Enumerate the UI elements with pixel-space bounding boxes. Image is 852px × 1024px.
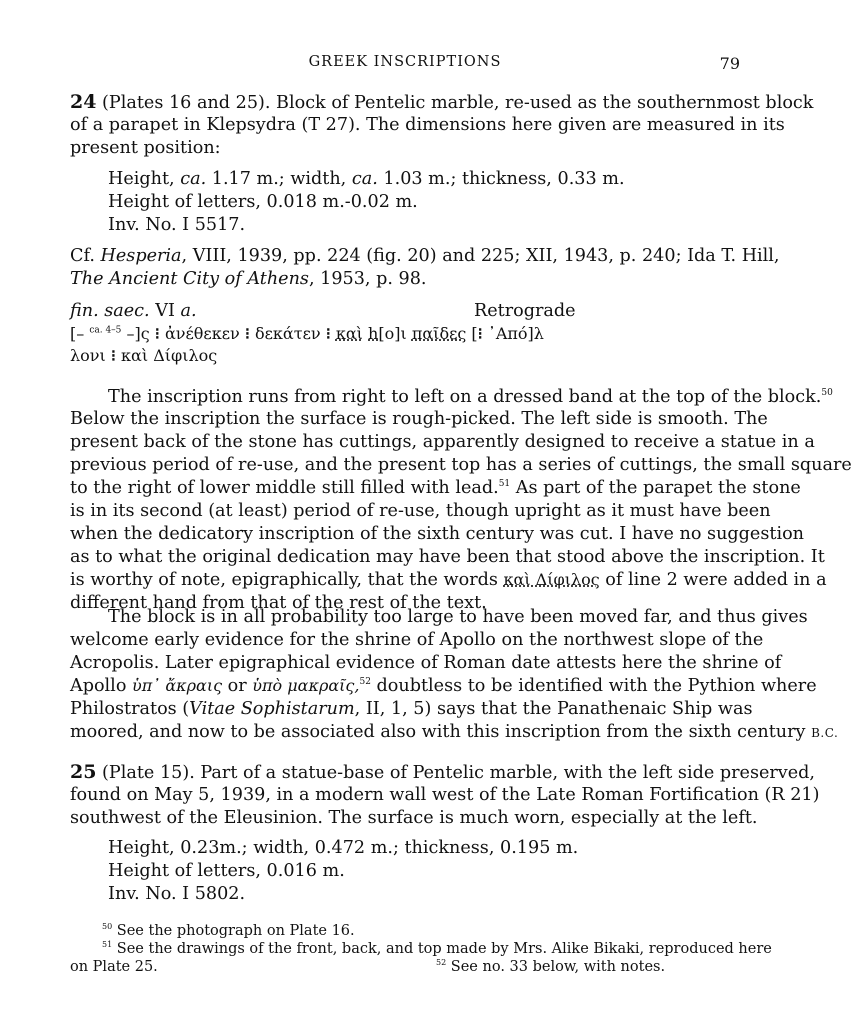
commentary-paragraph-1-line-7: when the dedicatory inscription of the sixth century was cut. I have no suggestion [70,524,804,544]
entry-25-inventory: Inv. No. I 5802. [108,884,246,904]
footnote-ref-50[interactable]: 50 [821,388,833,399]
entry-24-references-line-2: The Ancient City of Athens, 1953, p. 98. [70,269,427,289]
entry-number: 25 [70,761,97,783]
inscription-line-1: [– $^{ca. 4-5}$ –]ς ⁝ ἀνέθεκεν ⁝ δεκάτεν ⁝ καὶ h[ο]ι παῖδες [⁝ ᾿Από]λ [70,324,544,343]
commentary-paragraph-2-line-1: The block is in all probability too large to have been moved far, and thus gives [108,607,808,627]
commentary-paragraph-2-line-6: moored, and now to be associated also with this inscription from the sixth century B.C. [70,722,839,742]
entry-24-intro-line-1: 24 (Plates 16 and 25). Block of Pentelic marble, re-used as the southernmost block [70,91,814,113]
entry-24-references-line-1: Cf. Hesperia, VIII, 1939, pp. 224 (fig. 20) and 225; XII, 1943, p. 240; Ida T. Hill, [70,246,780,266]
commentary-paragraph-2-line-5: Philostratos (Vitae Sophistarum, II, 1, 5) says that the Panathenaic Ship was [70,699,753,719]
running-head [70,54,740,76]
commentary-paragraph-1-line-3: present back of the stone has cuttings, apparently designed to receive a statue in a [70,432,815,452]
footnote-ref-52[interactable]: 52 [359,677,371,688]
entry-25-letter-height: Height of letters, 0.016 m. [108,861,345,881]
entry-24-letter-height: Height of letters, 0.018 m.-0.02 m. [108,192,418,212]
entry-25-intro-line-2: found on May 5, 1939, in a modern wall west of the Late Roman Fortification (R 21) [70,785,820,805]
commentary-paragraph-1-line-1: The inscription runs from right to left on a dressed band at the top of the block.$^{50}$ [108,387,833,407]
commentary-paragraph-1-line-5: to the right of lower middle still filled with lead.$^{51}$ As part of the parapet the stone [70,478,801,498]
footnote-51-line-2: on Plate 25. [70,959,158,975]
commentary-paragraph-1-line-10: different hand from that of the rest of the text. [70,593,487,613]
commentary-paragraph-2-line-2: welcome early evidence for the shrine of Apollo on the northwest slope of the [70,630,764,650]
entry-25-intro-line-3: southwest of the Eleusinion. The surface is much worn, especially at the left. [70,808,758,828]
entry-number: 24 [70,91,97,113]
page-number: 79 [719,54,740,73]
retrograde-label: Retrograde [474,301,576,321]
entry-24-inventory: Inv. No. I 5517. [108,215,246,235]
footnote-51-line-1: $^{51}$ See the drawings of the front, back, and top made by Mrs. Alike Bikaki, reproduced here [102,940,772,957]
inscription-line-2: λονι ⁝ καὶ Δίφιλος [70,346,218,365]
entry-25-intro-line-1: 25 (Plate 15). Part of a statue-base of Pentelic marble, with the left side preserved, [70,761,815,783]
commentary-paragraph-1-line-9: is worthy of note, epigraphically, that the words καὶ Δίφιλος of line 2 were added in a [70,570,827,590]
commentary-paragraph-2-line-3: Acropolis. Later epigraphical evidence of Roman date attests here the shrine of [70,653,782,673]
entry-24-date: fin. saec. VI a. [70,301,197,321]
commentary-paragraph-1-line-6: is in its second (at least) period of re-use, though upright as it must have been [70,501,771,521]
entry-24-intro-line-3: present position: [70,138,221,158]
footnote-50: $^{50}$ See the photograph on Plate 16. [102,922,355,939]
commentary-paragraph-1-line-8: as to what the original dedication may have been that stood above the inscription. It [70,547,825,567]
entry-25-dimensions: Height, 0.23m.; width, 0.472 m.; thickness, 0.195 m. [108,838,579,858]
commentary-paragraph-2-line-4: Apollo ὑπ᾿ ἄκραις or ὑπὸ μακραῖς,$^{52}$ doubtless to be identified with the Pythion where [70,676,817,696]
entry-24-intro-line-2: of a parapet in Klepsydra (T 27). The dimensions here given are measured in its [70,115,785,135]
footnote-52: $^{52}$ See no. 33 below, with notes. [436,958,666,975]
footnote-ref-51[interactable]: 51 [498,479,511,490]
entry-24-dimensions: Height, ca. 1.17 m.; width, ca. 1.03 m.; thickness, 0.33 m. [108,169,625,189]
running-title: GREEK INSCRIPTIONS [308,54,502,70]
commentary-paragraph-1-line-4: previous period of re-use, and the present top has a series of cuttings, the small square [70,455,852,475]
commentary-paragraph-1-line-2: Below the inscription the surface is rough-picked. The left side is smooth. The [70,409,768,429]
